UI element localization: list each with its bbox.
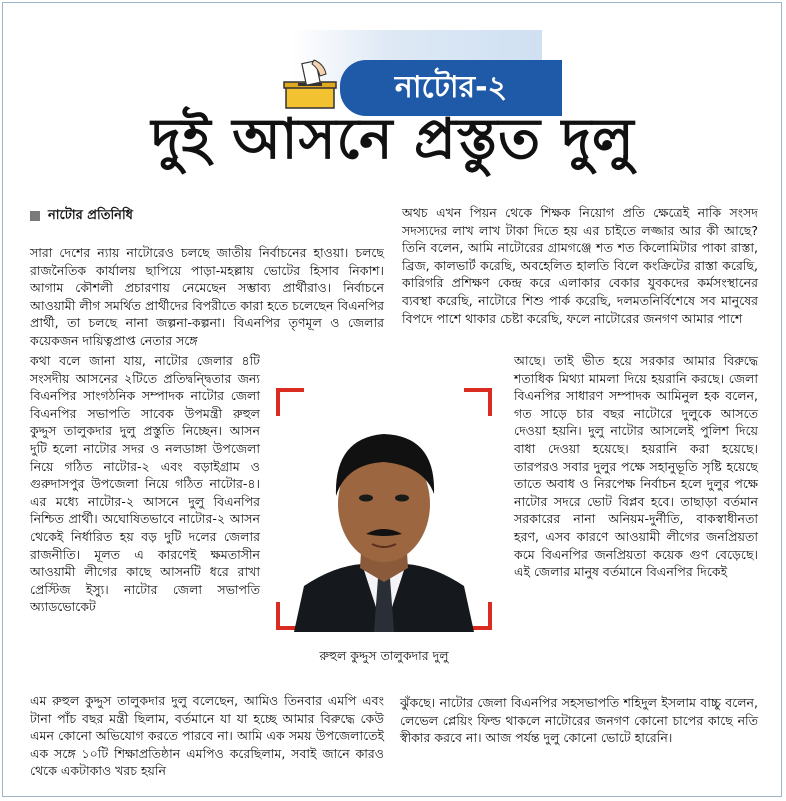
byline: [30, 206, 133, 227]
paragraph: অথচ এখন পিয়ন থেকে শিক্ষক নিয়োগ প্রতি ক্ষেত্রেই নাকি সংসদ সদস্যদের লাখ লাখ টাকা দিতে হয় এর চাইতে লজ্জার আর কী আছে? তিনি বলেন, আমি নাটোরের গ্রামগঞ্জে শত শত কিলোমিটার পাকা রাস্তা, ব্রিজ, কালভার্ট করেছি, অবহেলিত হালতি বিলে কংক্রিটের রাস্তা করেছি, কারিগরি প্রশিক্ষণ কেন্দ্র করে এলাকার বেকার যুবকদের কর্মসংস্থানের ব্যবস্থা করেছি, নাটোরে শিশু পার্ক করেছি, দলমতনির্বিশেষে সব মানুষের বিপদে পাশে থাকার চেষ্টা করেছি, ফলে নাটোরের জনগণ আমার পাশে: [402, 205, 758, 326]
photo-caption: রুহুল কুদ্দুস তালুকদার দুলু: [319, 648, 449, 663]
article-right-top: [402, 204, 758, 327]
header-band: [22, 30, 542, 105]
paragraph: আছে। তাই ভীত হয়ে সরকার আমার বিরুদ্ধে শতাধিক মিথ্যা মামলা দিয়ে হয়রানি করছে। জেলা বিএনপির সাধারণ সম্পাদক আমিনুল হক বলেন, গত সাড়ে চার বছর নাটোরে দুলুকে আসতে দেওয়া হয়নি। দুলু নাটোর আসলেই পুলিশ দিয়ে বাধা দেওয়া হয়েছে। হয়রানি করা হয়েছে। তারপরও সবার দুলুর পক্ষে সহানুভূতি সৃষ্টি হয়েছে তাতে অবাধ ও নিরপেক্ষ নির্বাচন হলে দুলুর পক্ষে নাটোর সদরে ভোট বিপ্লব হবে। তাছাড়া বর্তমান সরকারের নানা অনিয়ম-দুর্নীতি, বাকস্বাধীনতা হরণ, এসব কারণে আওয়ামী লীগের জনপ্রিয়তা কমে বিএনপির জনপ্রিয়তা কয়েক গুণ বেড়েছে। এই জেলার মানুষ বর্তমানে বিএনপির দিকেই: [514, 353, 758, 580]
constituency-label: নাটোর-২: [394, 70, 508, 105]
paragraph: ঝুঁকছে। নাটোর জেলা বিএনপির সহসভাপতি শহিদুল ইসলাম বাচ্চু বলেন, লেভেল প্লেয়িং ফিল্ড থাকলে নাটোরের জনগণ কোনো চাপের কাছে নতি স্বীকার করবে না। আজ পর্যন্ত দুলু কোনো ভোটে হারেনি।: [400, 695, 758, 746]
bullet-square-icon: [30, 211, 40, 221]
article-right-bottom: [400, 694, 758, 747]
article-right-narrow: [514, 352, 758, 581]
article-left-narrow: [30, 352, 260, 616]
byline-text: নাটোর প্রতিনিধি: [48, 208, 133, 223]
headline: দুই আসনে প্রস্তুত দুলু: [151, 107, 635, 172]
article-left-top: [30, 244, 384, 350]
portrait-image: [274, 386, 494, 632]
portrait-photo: [274, 386, 494, 632]
paragraph: কথা বলে জানা যায়, নাটোর জেলার ৪টি সংসদীয় আসনের ২টিতে প্রতিদ্বন্দ্বিতার জন্য বিএনপির সাংগঠনিক সম্পাদক নাটোর জেলা বিএনপির সভাপতি সাবেক উপমন্ত্রী রুহুল কুদ্দুস তালুকদার দুলু প্রস্তুতি নিচ্ছেন। আসন দুটি হলো নাটোর সদর ও নলডাঙ্গা উপজেলা নিয়ে গঠিত নাটোর-২ এবং বড়াইগ্রাম ও গুরুদাসপুর উপজেলা নিয়ে গঠিত নাটোর-৪। এর মধ্যে নাটোর-২ আসনে দুলু বিএনপির নিশ্চিত প্রার্থী। অঘোষিতভাবে নাটোর-২ আসন থেকেই নির্ধারিত হয় বড় দুটি দলের জেলার রাজনীতি। মূলত এ কারণেই ক্ষমতাসীন আওয়ামী লীগের কাছে আসনটি ধরে রাখা প্রেস্টিজ ইস্যু। নাটোর জেলা সভাপতি অ্যাডভোকেট: [30, 353, 260, 615]
paragraph: সারা দেশের ন্যায় নাটোরেও চলছে জাতীয় নির্বাচনের হাওয়া। চলছে রাজনৈতিক কার্যালয় ছাপিয়ে পাড়া-মহল্লায় ভোটের হিসাব নিকাশ। আগাম কৌশলী প্রচারণায় নেমেছেন সম্ভাব্য প্রার্থীরাও। নির্বাচনে আওয়ামী লীগ সমর্থিত প্রার্থীদের বিপরীতে কারা হতে চলেছেন বিএনপির প্রার্থী, তা চলছে নানা জল্পনা-কল্পনা। বিএনপির তৃণমূল ও জেলার কয়েকজন দায়িত্বপ্রাপ্ত নেতার সঙ্গে: [30, 245, 384, 348]
article-left-bottom: [30, 692, 384, 780]
paragraph: এম রুহুল কুদ্দুস তালুকদার দুলু বলেছেন, আমিও তিনবার এমপি এবং টানা পাঁচ বছর মন্ত্রী ছিলাম, বর্তমানে যা যা হচ্ছে আমার বিরুদ্ধে কেউ এমন কোনো অভিযোগ করতে পারবে না। আমি এক সময় উপজেলাতেই এক সঙ্গে ১০টি শিক্ষাপ্রতিষ্ঠান এমপিও করেছিলাম, সবাই জানে কারও থেকে একটাকাও খরচ হয়নি: [30, 693, 384, 779]
